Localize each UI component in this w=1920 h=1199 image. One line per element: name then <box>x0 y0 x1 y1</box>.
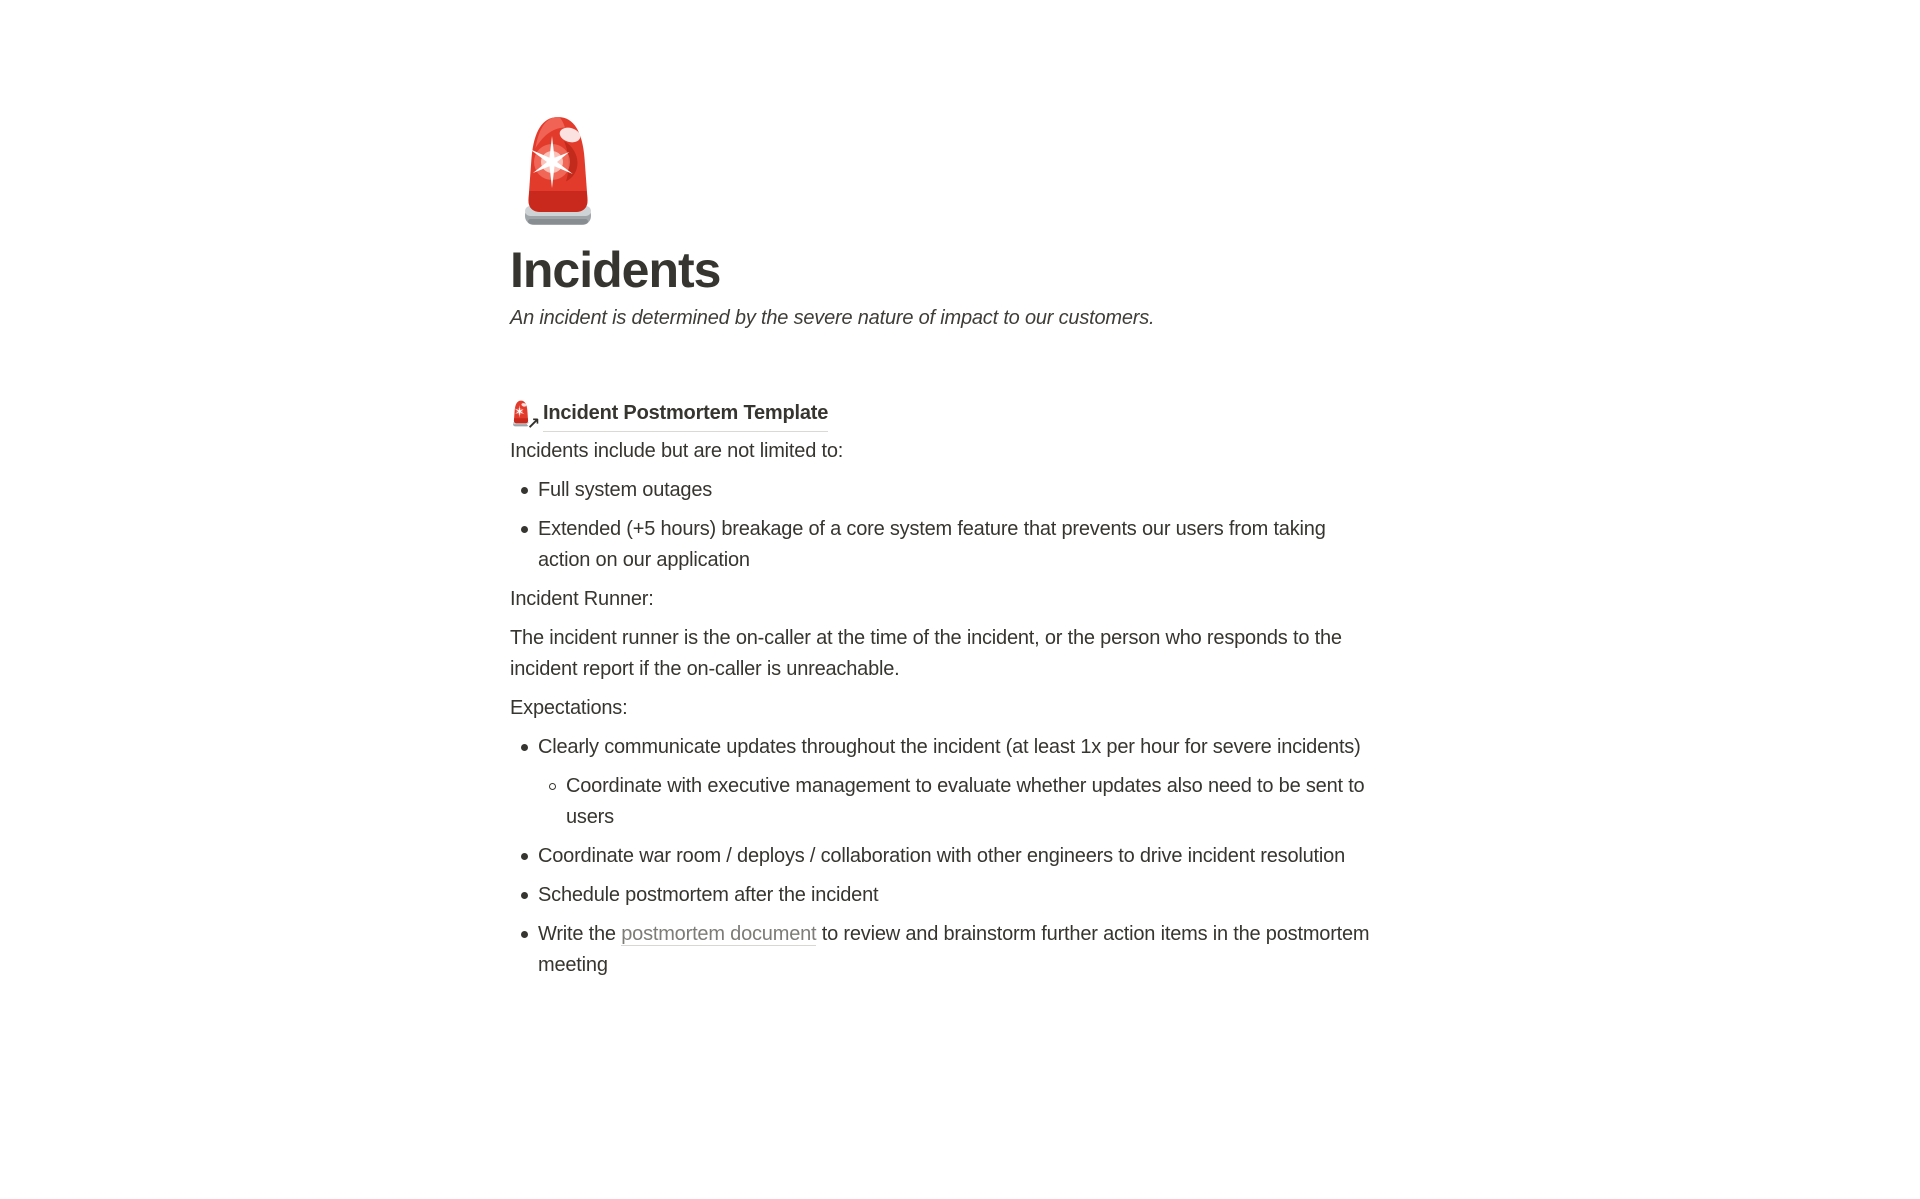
list-item-full-system-outages[interactable] <box>510 471 1410 510</box>
incidents-include-list <box>510 471 1410 580</box>
arrow-up-right-icon: ↗ <box>526 416 540 433</box>
bullet-icon <box>510 732 538 763</box>
postmortem-document-link[interactable]: postmortem document <box>621 923 817 945</box>
page-link-icon <box>510 400 540 433</box>
incident-runner-body[interactable]: The incident runner is the on-caller at the time of the incident, or the person who responds to the incident report if the on-caller is unreachable. <box>510 627 1342 680</box>
text-prefix: Write the <box>538 923 622 945</box>
list-item-communicate-updates[interactable] <box>510 728 1410 767</box>
list-item-write-postmortem[interactable] <box>510 915 1410 985</box>
text-suffix: to review and brainstorm further action items in the postmortem meeting <box>538 923 1370 976</box>
list-item-text: Coordinate war room / deploys / collaboration with other engineers to drive incident resolution <box>538 845 1346 867</box>
list-item-extended-breakage[interactable] <box>510 510 1410 580</box>
list-item-coordinate-war-room[interactable] <box>510 837 1410 876</box>
page-title[interactable]: Incidents <box>510 242 721 298</box>
page-link-label: Incident Postmortem Template <box>543 398 828 432</box>
bullet-icon <box>510 919 538 981</box>
bullet-icon <box>510 880 538 911</box>
page-icon[interactable] <box>510 115 606 227</box>
notion-page <box>510 0 1410 985</box>
rotating-light-icon <box>510 115 606 227</box>
list-item-text: Coordinate with executive management to evaluate whether updates also need to be sent to users <box>566 775 1365 828</box>
bullet-icon <box>510 475 538 506</box>
list-item-text <box>538 919 1378 981</box>
expectations-list <box>510 728 1410 985</box>
list-item-schedule-postmortem[interactable] <box>510 876 1410 915</box>
list-item-text: Extended (+5 hours) breakage of a core system feature that prevents our users from taking action on our application <box>538 518 1326 571</box>
incidents-include-intro[interactable]: Incidents include but are not limited to: <box>510 440 844 462</box>
bullet-icon <box>510 514 538 576</box>
incident-postmortem-template-link[interactable] <box>510 398 828 432</box>
expectations-heading[interactable]: Expectations: <box>510 697 628 719</box>
bullet-icon <box>510 841 538 872</box>
incident-runner-heading[interactable]: Incident Runner: <box>510 588 654 610</box>
list-item-text: Clearly communicate updates throughout the incident (at least 1x per hour for severe incidents) <box>538 736 1361 758</box>
page-subtitle[interactable]: An incident is determined by the severe nature of impact to our customers. <box>510 307 1155 329</box>
list-item-coordinate-executive[interactable] <box>538 767 1410 837</box>
sub-bullet-icon <box>538 771 566 833</box>
list-item-text: Full system outages <box>538 479 713 501</box>
list-item-text: Schedule postmortem after the incident <box>538 884 879 906</box>
